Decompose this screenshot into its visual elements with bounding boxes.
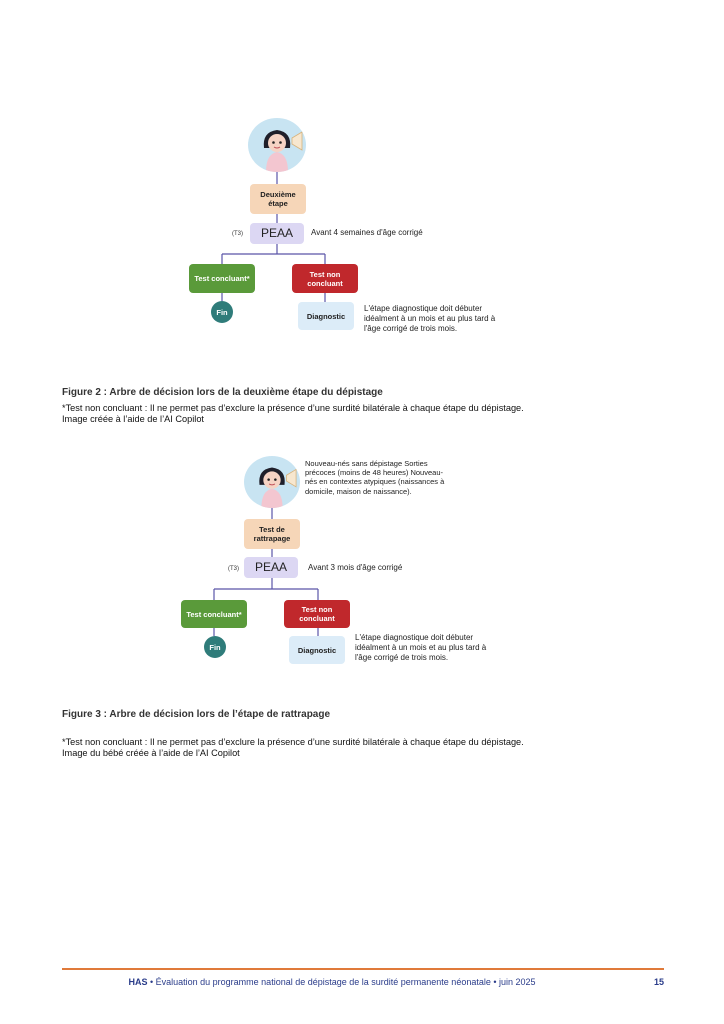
peaa-box: PEAA xyxy=(244,557,298,578)
t3-label: (T3) xyxy=(228,566,239,572)
catch-up-test-box: Test de rattrapage xyxy=(244,519,300,549)
diagnostic-note: L'étape diagnostique doit débuter idéalment à un mois et au plus tard à l'âge corrigé de trois mois. xyxy=(355,633,487,662)
test-concluant-box: Test concluant* xyxy=(189,264,255,293)
footer-text: • Évaluation du programme national de dépistage de la surdité permanente néonatale • juin 2025 xyxy=(147,977,536,987)
second-step-box: Deuxième étape xyxy=(250,184,306,214)
diagnostic-box: Diagnostic xyxy=(298,302,354,330)
footer-brand: HAS xyxy=(128,977,148,987)
figure-2-image-credit: Image créée à l’aide de l’AI Copilot xyxy=(62,414,204,424)
baby-icon xyxy=(244,456,300,508)
baby-avatar-image xyxy=(244,456,300,508)
figure-2-caption: Figure 2 : Arbre de décision lors de la deuxième étape du dépistage xyxy=(62,387,383,398)
figure-2-footnote: *Test non concluant : Il ne permet pas d’exclure la présence d’une surdité bilatérale à chaque étape du dépistage. xyxy=(62,403,524,413)
footer-divider xyxy=(62,968,664,970)
fin-node: Fin xyxy=(204,636,226,658)
figure-3-footnote: *Test non concluant : Il ne permet pas d’exclure la présence d’une surdité bilatérale à chaque étape du dépistage. xyxy=(62,737,524,747)
population-note: Nouveau-nés sans dépistage Sorties précoces (moins de 48 heures) Nouveau-nés en contextes atypiques (naissances à domicile, maison de naissance). xyxy=(305,459,445,496)
test-non-concluant-box: Test non concluant xyxy=(292,264,358,293)
diagnostic-note: L'étape diagnostique doit débuter idéalment à un mois et au plus tard à l'âge corrigé de trois mois. xyxy=(364,304,496,333)
peaa-note: Avant 3 mois d'âge corrigé xyxy=(308,563,403,572)
test-concluant-box: Test concluant* xyxy=(181,600,247,628)
t3-label: (T3) xyxy=(232,231,243,237)
peaa-note: Avant 4 semaines d'âge corrigé xyxy=(311,228,423,237)
page-footer xyxy=(62,977,602,987)
page-number: 15 xyxy=(653,977,664,987)
figure-3-image-credit: Image du bébé créée à l’aide de l’AI Copilot xyxy=(62,748,240,758)
test-non-concluant-box: Test non concluant xyxy=(284,600,350,628)
peaa-box: PEAA xyxy=(250,223,304,244)
figure-3-caption: Figure 3 : Arbre de décision lors de l’étape de rattrapage xyxy=(62,709,331,720)
diagnostic-box: Diagnostic xyxy=(289,636,345,664)
fin-node: Fin xyxy=(211,301,233,323)
